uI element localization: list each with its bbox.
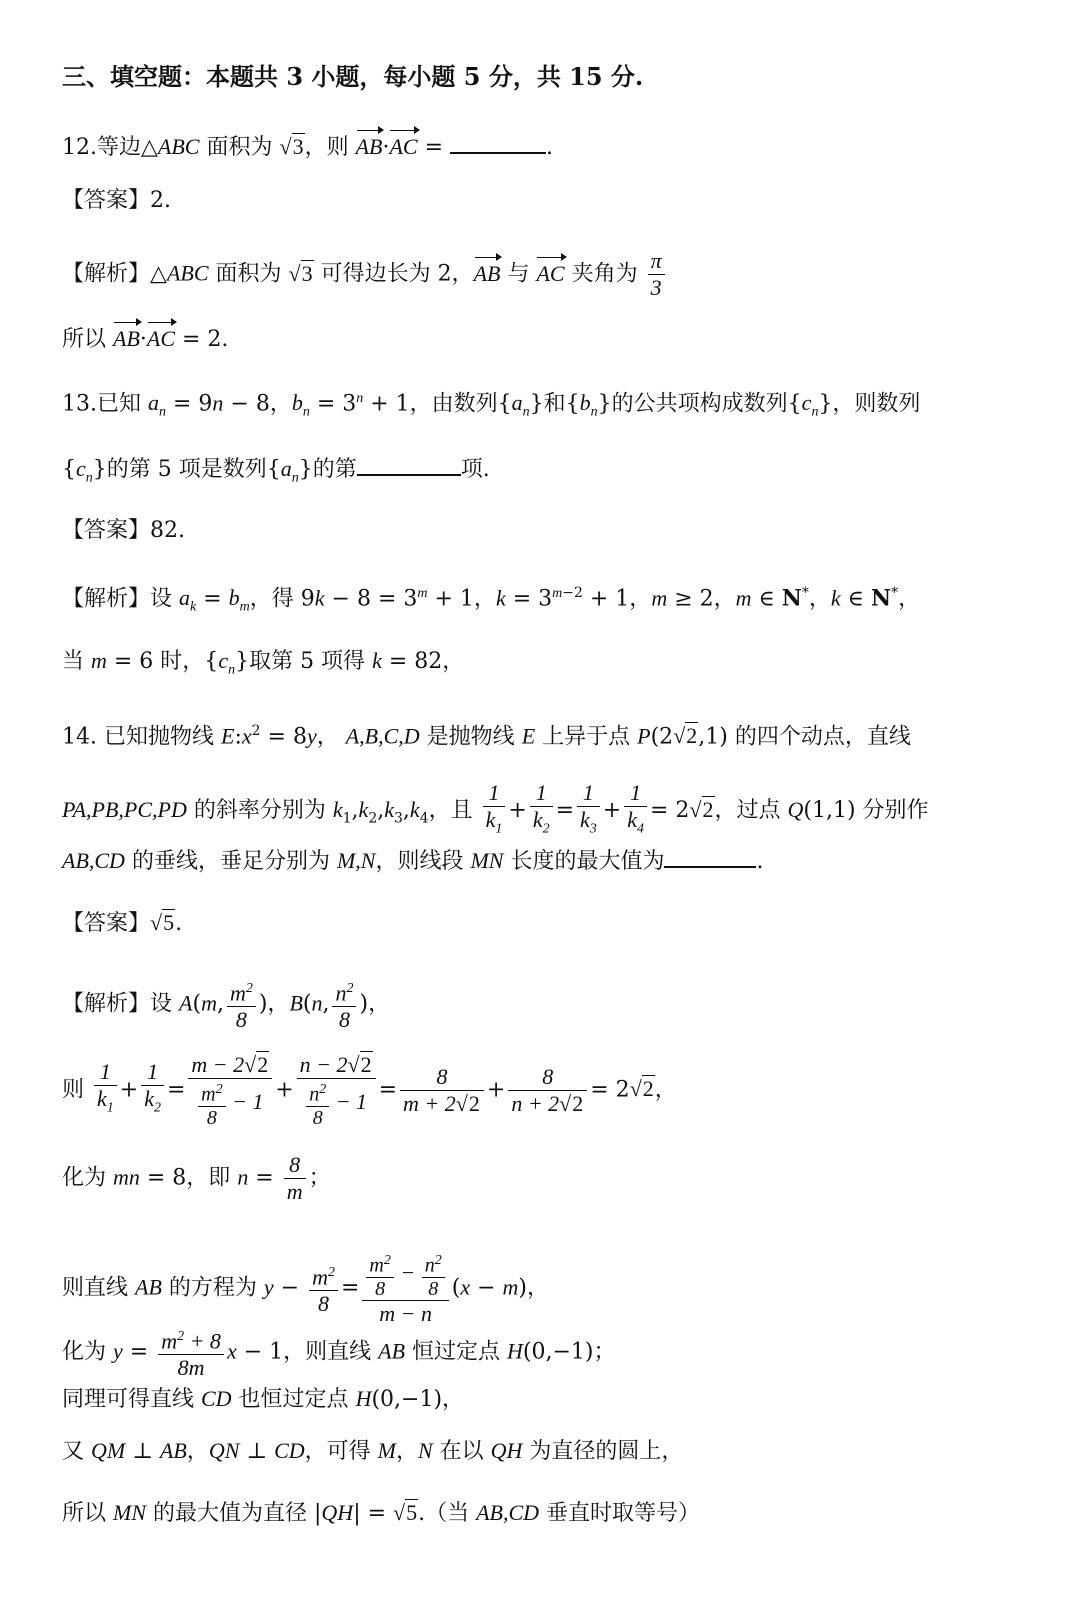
q12-analysis-2: 所以 AB·AC = 2. xyxy=(62,318,228,355)
q12-analysis: 【解析】△ABC 面积为 √3 可得边长为 2，AB 与 AC 夹角为 $\frac{\pi}{3}$ xyxy=(62,248,668,301)
q14-analysis-1: 【解析】设 A(m, $\frac{m^2}{8}$ )，B(n, $\frac{n^2}{8}$ )， xyxy=(62,980,391,1033)
q14-analysis-2: 则 $\frac{1}{k_1}$ + $\frac{1}{k_2}$ = m − 2√2 $\frac{m^2}{8}$ − 1 + n − 2√2 $\frac{n^2}{8}$ − 1 = $\frac{8}{m + 2√2}$ + $\frac{8}{n + 2√2}$ = 2√2， xyxy=(62,1052,677,1129)
q14-question-3: AB,CD 的垂线，垂足分别为 M,N，则线段 MN 长度的最大值为 . xyxy=(62,848,764,874)
section-heading: 三、填空题：本题共 3 小题，每小题 5 分，共 15 分. xyxy=(62,62,644,91)
q12-question: 12.等边△ABC 面积为 √3，则 AB·AC = . xyxy=(62,126,553,163)
q13-question-2: $\{c_n\}$的第 5 项是数列$\{a_n\}$的第 项. xyxy=(62,456,490,486)
q13-analysis-2: 当 m = 6 时，$\{c_n\}$取第 5 项得 k = 82， xyxy=(62,648,465,678)
q14-analysis-5: 化为 y = $\frac{m^2 + 8}{8m}$ x − 1，则直线 AB 恒过定点 H(0,−1)； xyxy=(62,1328,616,1381)
q12-answer: 【答案】2. xyxy=(62,188,172,213)
q14-question: 14. 已知抛物线 $E:x^2 = 8y$， A,B,C,D 是抛物线 E 上异于点 P(2√2,1) 的四个动点，直线 xyxy=(62,723,911,750)
q14-analysis-7: 又 QM ⊥ AB，QN ⊥ CD，可得 M，N 在以 QH 为直径的圆上， xyxy=(62,1438,684,1464)
q13-answer: 【答案】82. xyxy=(62,518,186,543)
q14-analysis-8: 所以 MN 的最大值为直径 |QH| = √5.（当 AB,CD 垂直时取等号） xyxy=(62,1500,701,1526)
q14-analysis-4: 则直线 AB 的方程为 y − $\frac{m^2}{8}$ = $\frac{m^2}{8}$ − $\frac{n^2}{8}$ m − n (x − m)， xyxy=(62,1253,549,1326)
q14-question-2: PA,PB,PC,PD 的斜率分别为 $k_1,k_2,k_3,k_4$，且 $\frac{1}{k_1}$ + $\frac{1}{k_2}$ = $\frac{1}{k_3}$ + $\frac{1}{k_4}$ = 2√2，过点 Q(1,1) 分别作 xyxy=(62,780,929,837)
q14-answer: 【答案】√5. xyxy=(62,910,183,936)
q13-analysis: 【解析】设 $a_k = b_m$，得 $9k - 8 = 3^m + 1$，$k = 3^{m-2} + 1$，m ≥ 2，m ∈ N*，k ∈ N*， xyxy=(62,585,921,615)
q13-question: 13.已知 $a_n = 9n - 8$，$b_n = 3^n + 1$，由数列$\{a_n\}$和$\{b_n\}$的公共项构成数列$\{c_n\}$，则数列 xyxy=(62,390,921,420)
q14-analysis-3: 化为 mn = 8，即 n = $\frac{8}{m}$ ； xyxy=(62,1152,331,1204)
q14-analysis-6: 同理可得直线 CD 也恒过定点 H(0,−1)， xyxy=(62,1386,465,1412)
